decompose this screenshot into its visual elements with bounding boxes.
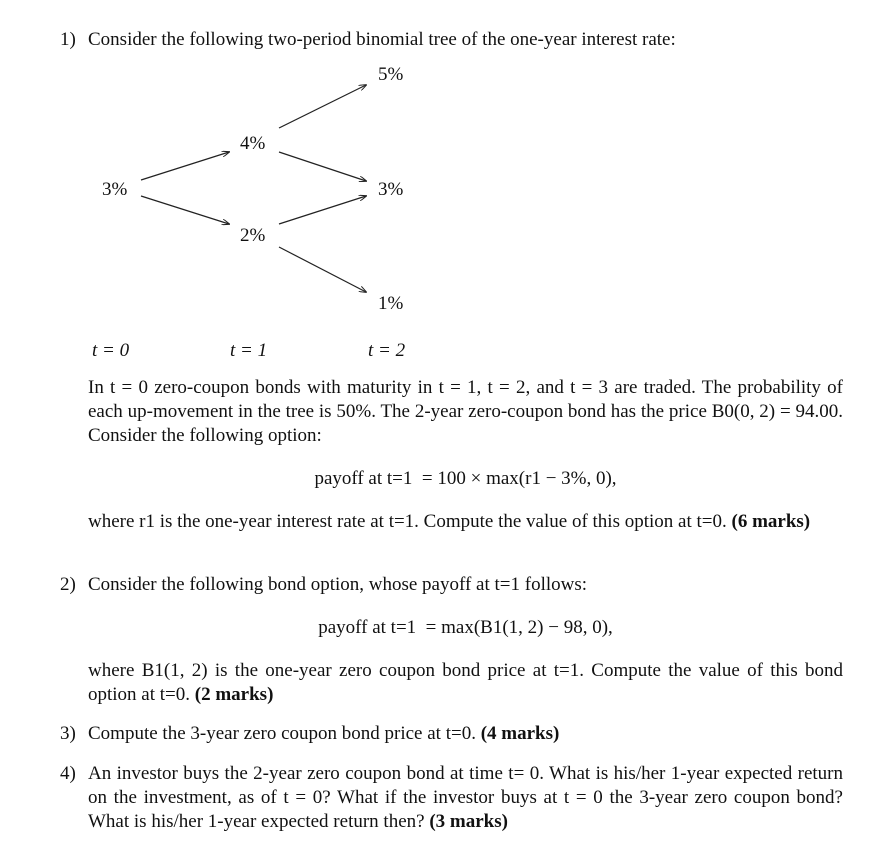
- q3-marks: (4 marks): [480, 723, 560, 744]
- question-4-text: [88, 762, 843, 834]
- rate-t2-ud: 3%: [378, 179, 404, 200]
- q1-sentence-2: The probability of each up-movement in the tree is 50%.: [88, 377, 843, 422]
- arrow-t0-to-up: [141, 152, 229, 180]
- q1-sentence-3: The 2-year zero-coupon bond has the price B0(0, 2) = 94.00.: [380, 401, 843, 422]
- q2-task-text: where B1(1, 2) is the one-year zero coupon bond price at t=1. Compute the value of this bond option at t=0.: [88, 660, 843, 705]
- arrow-up-to-uu: [279, 85, 366, 128]
- formula-1-rhs: = 100 × max(r1 − 3%, 0),: [421, 468, 617, 489]
- q1-task-text: where r1 is the one-year interest rate at t=1. Compute the value of this option at t=0.: [88, 511, 727, 532]
- rate-t1-up: 4%: [240, 133, 266, 154]
- time-label-t1: t = 1: [230, 340, 268, 361]
- arrow-t0-to-down: [141, 196, 229, 224]
- question-2-number: 2): [60, 574, 76, 595]
- q2-marks: (2 marks): [194, 684, 274, 705]
- question-2-formula: [88, 616, 843, 640]
- q1-sentence-4: Consider the following option:: [88, 425, 322, 446]
- formula-2-rhs: = max(B1(1, 2) − 98, 0),: [425, 617, 613, 638]
- q3-task-text: Compute the 3-year zero coupon bond price at t=0.: [88, 723, 476, 744]
- question-1-task: [88, 510, 843, 534]
- rate-t2-uu: 5%: [378, 64, 404, 85]
- arrow-down-to-dd: [279, 247, 366, 292]
- question-2-task: [88, 659, 843, 707]
- question-1-formula: [88, 467, 843, 491]
- question-1-intro: Consider the following two-period binomial tree of the one-year interest rate:: [88, 29, 676, 50]
- q4-marks: (3 marks): [429, 811, 508, 832]
- rate-t0: 3%: [102, 179, 128, 200]
- time-label-t0: t = 0: [92, 340, 130, 361]
- question-3-number: 3): [60, 723, 76, 744]
- question-2-intro: Consider the following bond option, whose payoff at t=1 follows:: [88, 574, 588, 595]
- formula-1-lhs: payoff at t=1: [314, 468, 413, 489]
- question-4-number: 4): [60, 763, 76, 784]
- question-1-paragraph: [88, 376, 843, 448]
- question-3-text: [88, 722, 843, 746]
- formula-2-lhs: payoff at t=1: [318, 617, 417, 638]
- time-label-t2: t = 2: [368, 340, 406, 361]
- question-1-number: 1): [60, 29, 76, 50]
- arrow-down-to-ud: [279, 196, 366, 224]
- rate-t1-down: 2%: [240, 225, 266, 246]
- q1-marks: (6 marks): [731, 511, 811, 532]
- q1-sentence-1: In t = 0 zero-coupon bonds with maturity in t = 1, t = 2, and t = 3 are traded.: [88, 377, 696, 398]
- tree-arrows: [0, 0, 871, 340]
- arrow-up-to-ud: [279, 152, 366, 181]
- q4-task-text: An investor buys the 2-year zero coupon bond at time t= 0. What is his/her 1-year expected return on the investment, as of t = 0? What if the investor buys at t = 0 the 3-year zero coupon bond? What is his/her 1-year expected return then?: [88, 763, 843, 832]
- rate-t2-dd: 1%: [378, 293, 404, 314]
